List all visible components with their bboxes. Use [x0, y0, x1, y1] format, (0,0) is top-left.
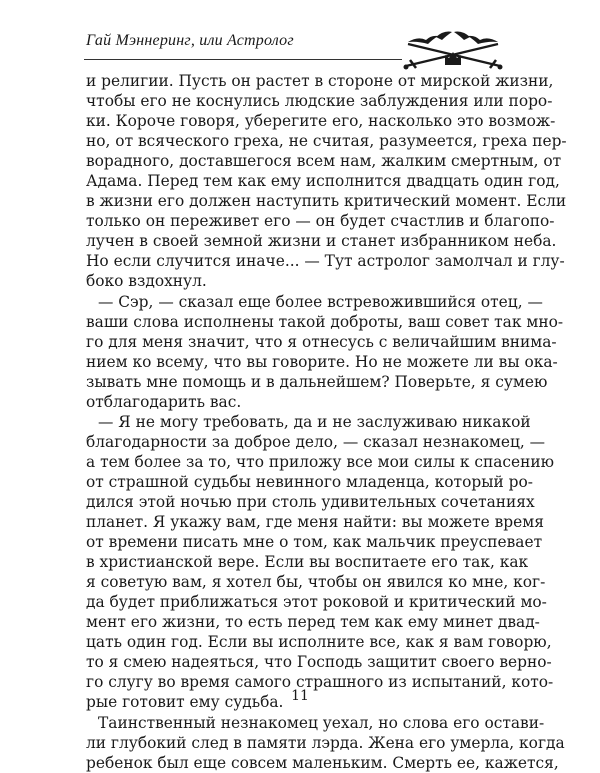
text-line: то я смею надеяться, что Господь защитит своего верно- — [86, 653, 552, 672]
text-line: но, от всяческого греха, не считая, разумеется, греха пер- — [86, 132, 567, 151]
text-line: ли глубокий след в памяти лэрда. Жена его умерла, когда — [86, 733, 565, 752]
text-line: ребенок был еще совсем маленьким. Смерть ее, кажется, — [86, 753, 559, 772]
text-line: — Сэр, — сказал еще более встревожившийся отец, — — [98, 292, 543, 311]
text-line: Но если случится иначе... — Тут астролог замолчал и глу- — [86, 252, 565, 271]
header-rule — [84, 59, 402, 60]
crossed-swords-crown-birds-icon — [400, 24, 506, 70]
text-line: чтобы его не коснулись людские заблуждения или поро- — [86, 92, 553, 111]
text-line: мент его жизни, то есть перед тем как ему минет двад- — [86, 613, 540, 632]
text-line: я советую вам, я хотел бы, чтобы он явился ко мне, ког- — [86, 573, 546, 592]
text-line: от времени писать мне о том, как мальчик преуспевает — [86, 533, 543, 552]
text-line: — Я не могу требовать, да и не заслуживаю никакой — [98, 412, 531, 431]
text-line: отблагодарить вас. — [86, 392, 242, 411]
text-line: го для меня значит, что я отнесусь с величайшим внима- — [86, 332, 557, 351]
text-line: боко вздохнул. — [86, 272, 207, 291]
text-line: лучен в своей земной жизни и станет избранником неба. — [86, 232, 557, 251]
page-number: 11 — [291, 688, 309, 704]
text-line: благодарности за доброе дело, — сказал незнакомец, — — [86, 432, 546, 451]
text-line: ваши слова исполнены такой доброты, ваш совет так мно- — [86, 312, 564, 331]
text-line: планет. Я укажу вам, где меня найти: вы можете время — [86, 513, 544, 532]
text-line: рые готовит ему судьба. — [86, 693, 284, 712]
text-line: Адама. Перед тем как ему исполнится двадцать один год, — [86, 172, 560, 191]
text-line: ворадного, доставшегося всем нам, жалким смертным, от — [86, 152, 562, 171]
text-line: да будет приближаться этот роковой и критический мо- — [86, 593, 547, 612]
body-text — [86, 71, 567, 773]
text-line: дился этой ночью при столь удивительных сочетаниях — [86, 492, 535, 511]
text-line: го слугу во время самого страшного из испытаний, кото- — [86, 673, 554, 692]
text-line: в жизни его должен наступить критический момент. Если — [86, 192, 567, 211]
running-head: Гай Мэннеринг, или Астролог — [86, 32, 294, 49]
text-line: в христианской вере. Если вы воспитаете его так, как — [86, 553, 529, 572]
text-line: Таинственный незнакомец уехал, но слова его остави- — [98, 713, 545, 732]
text-line: и религии. Пусть он растет в стороне от мирской жизни, — [86, 72, 554, 90]
text-line: ки. Короче говоря, уберегите его, насколько это возмож- — [86, 112, 556, 131]
text-line: от страшной судьбы невинного младенца, который ро- — [86, 472, 533, 491]
text-line: а тем более за то, что приложу все мои силы к спасению — [86, 452, 555, 471]
text-line: нием ко всему, что вы говорите. Но не можете ли вы ока- — [86, 352, 558, 371]
text-line: зывать мне помощь и в дальнейшем? Поверьте, я сумею — [86, 372, 548, 391]
text-line: только он переживет его — он будет счастлив и благопо- — [86, 212, 555, 231]
text-line: цать один год. Если вы исполните все, как я вам говорю, — [86, 633, 552, 652]
